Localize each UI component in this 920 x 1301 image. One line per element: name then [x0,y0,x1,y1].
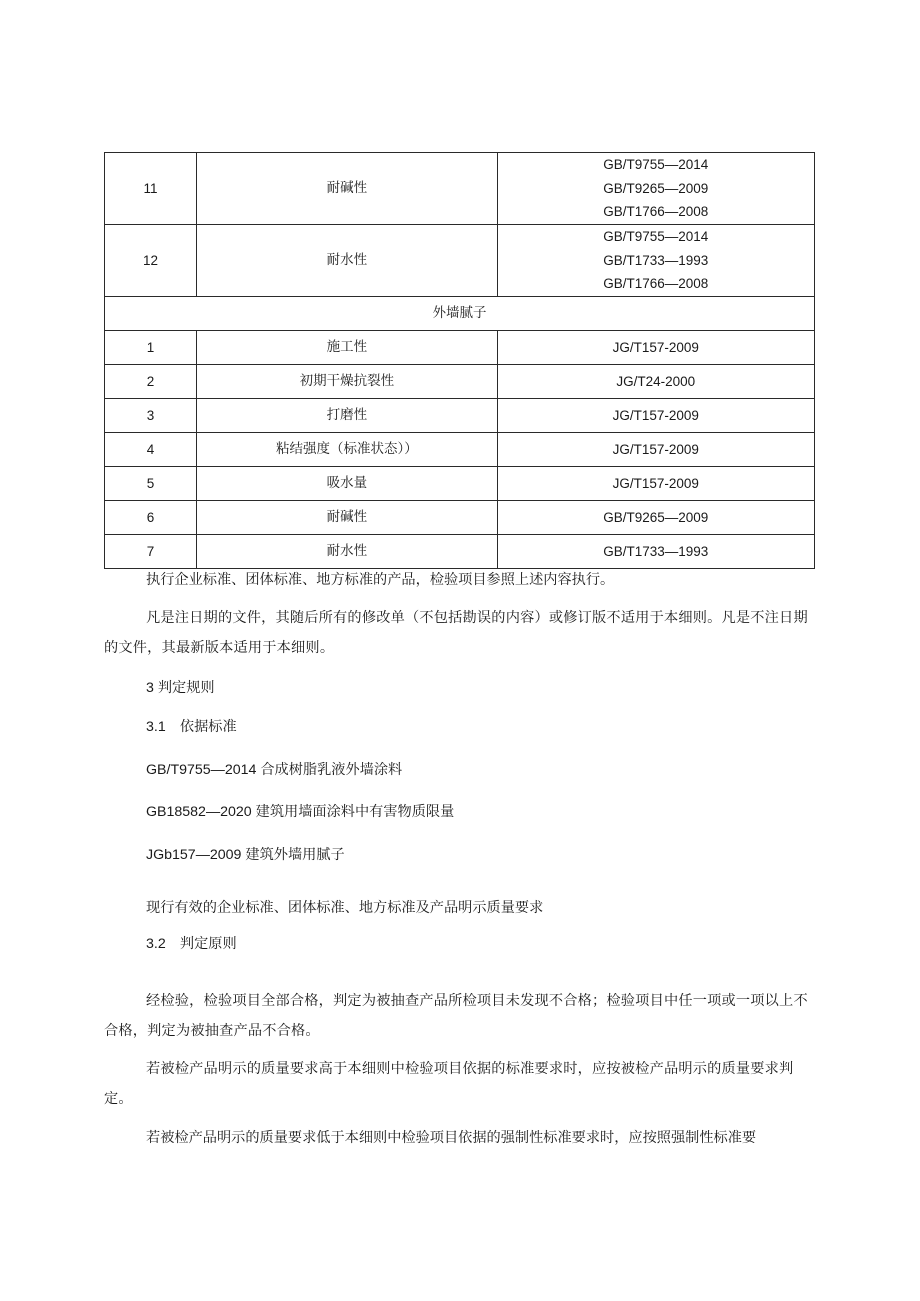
table-row [105,433,815,467]
body-paragraph: 若被检产品明示的质量要求低于本细则中检验项目依据的强制性标准要求时，应按照强制性标准要 [146,1130,757,1146]
inspection-items-table [104,152,815,569]
item-number: 1 [105,331,197,365]
standard-code: GB/T1733—1993 [497,535,814,569]
section-header-row [105,297,815,331]
item-number: 2 [105,365,197,399]
item-name: 耐水性 [197,225,497,297]
item-number: 3 [105,399,197,433]
item-number: 5 [105,467,197,501]
item-number: 11 [105,153,197,225]
item-name: 吸水量 [197,467,497,501]
standard-cell [497,225,814,297]
body-paragraph: 若被检产品明示的质量要求高于本细则中检验项目依据的标准要求时，应按被检产品明示的质量要求判定。 [104,1061,794,1107]
item-number: 4 [105,433,197,467]
item-name: 耐碱性 [197,501,497,535]
item-number: 12 [105,225,197,297]
item-name: 初期干燥抗裂性 [197,365,497,399]
table-row [105,467,815,501]
reference-standard: GB/T9755—2014 合成树脂乳液外墙涂料 [146,762,403,778]
standard-code: GB/T1766—2008 [603,204,709,220]
body-paragraph: 凡是注日期的文件，其随后所有的修改单（不包括勘误的内容）或修订版不适用于本细则。凡是不注日期的文件，其最新版本适用于本细则。 [104,610,808,656]
table-row [105,399,815,433]
item-number: 6 [105,501,197,535]
table-row [105,153,815,225]
item-name: 施工性 [197,331,497,365]
reference-standard: GB18582—2020 建筑用墙面涂料中有害物质限量 [146,804,455,820]
section-title: 外墙腻子 [105,297,815,331]
section-heading: 3 判定规则 [146,680,215,696]
standard-code: JG/T157-2009 [497,331,814,365]
standard-code: JG/T157-2009 [497,433,814,467]
standard-code: JG/T157-2009 [497,467,814,501]
reference-standard: JGb157—2009 建筑外墙用腻子 [146,847,345,863]
item-name: 打磨性 [197,399,497,433]
standard-code: GB/T9755—2014 [603,229,709,245]
table-row [105,535,815,569]
standard-code: JG/T157-2009 [497,399,814,433]
standard-code: GB/T1766—2008 [603,276,709,292]
item-name: 粘结强度（标准状态）） [197,433,497,467]
standard-code: JG/T24-2000 [497,365,814,399]
standard-code: GB/T9265—2009 [603,180,709,196]
table-row [105,365,815,399]
section-heading: 3.1 依据标准 [146,719,237,735]
item-name: 耐水性 [197,535,497,569]
section-heading: 3.2 判定原则 [146,936,237,952]
item-name: 耐碱性 [197,153,497,225]
body-paragraph: 执行企业标准、团体标准、地方标准的产品，检验项目参照上述内容执行。 [146,572,615,588]
item-number: 7 [105,535,197,569]
reference-standard: 现行有效的企业标准、团体标准、地方标准及产品明示质量要求 [146,900,544,916]
table-row [105,225,815,297]
standard-code: GB/T9265—2009 [497,501,814,535]
table-row [105,501,815,535]
table-row [105,331,815,365]
standard-code: GB/T9755—2014 [603,157,709,173]
standard-cell [497,153,814,225]
body-paragraph: 经检验，检验项目全部合格，判定为被抽查产品所检项目未发现不合格；检验项目中任一项或一项以上不合格，判定为被抽查产品不合格。 [104,993,808,1039]
standard-code: GB/T1733—1993 [603,252,709,268]
